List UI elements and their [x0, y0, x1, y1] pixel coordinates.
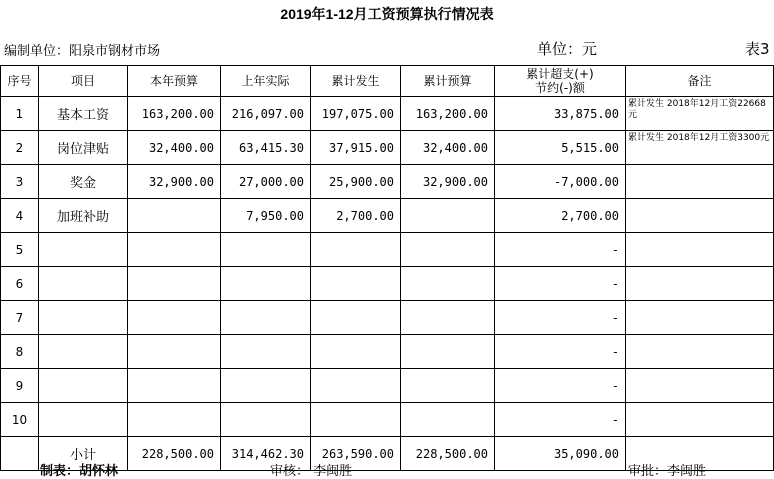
- salary-budget-table: [0, 65, 774, 471]
- cell-item: 基本工资: [39, 97, 128, 131]
- cell-last-actual: [221, 335, 311, 369]
- cell-incurred: [311, 233, 401, 267]
- header-budget-this-year: 本年预算: [128, 66, 221, 97]
- cell-item: [39, 335, 128, 369]
- cell-remarks: [626, 301, 774, 335]
- header-actual-last-year: 上年实际: [221, 66, 311, 97]
- cell-budget: [128, 369, 221, 403]
- cell-no: 2: [1, 131, 39, 165]
- cell-remarks: 累计发生 2018年12月工资3300元: [626, 131, 774, 165]
- footer-approver: 审批：李闽胜: [628, 464, 707, 479]
- compiling-unit: 编制单位：阳泉市钢材市场: [4, 44, 161, 59]
- header-over-saving: [495, 66, 626, 97]
- cell-cumulative-budget: [401, 369, 495, 403]
- header-cumulative-budget: 累计预算: [401, 66, 495, 97]
- subtotal-budget: 228,500.00: [128, 437, 221, 471]
- cell-budget: 32,900.00: [128, 165, 221, 199]
- table-row: [1, 165, 774, 199]
- cell-incurred: [311, 369, 401, 403]
- header-over-saving-line2: 节约(-)额: [535, 81, 585, 95]
- table-row: [1, 301, 774, 335]
- cell-remarks: [626, 403, 774, 437]
- cell-no: 7: [1, 301, 39, 335]
- cell-cumulative-budget: [401, 301, 495, 335]
- cell-no: 8: [1, 335, 39, 369]
- cell-no: 1: [1, 97, 39, 131]
- cell-remarks: [626, 335, 774, 369]
- cell-last-actual: [221, 369, 311, 403]
- cell-no: 4: [1, 199, 39, 233]
- table-row: [1, 97, 774, 131]
- subtotal-cumulative-budget: 228,500.00: [401, 437, 495, 471]
- cell-over-saving: -: [495, 267, 626, 301]
- cell-last-actual: 216,097.00: [221, 97, 311, 131]
- cell-last-actual: 63,415.30: [221, 131, 311, 165]
- cell-last-actual: 7,950.00: [221, 199, 311, 233]
- cell-remarks: [626, 233, 774, 267]
- cell-no: 10: [1, 403, 39, 437]
- currency-unit: 单位：元: [537, 40, 598, 58]
- cell-item: [39, 233, 128, 267]
- cell-over-saving: 5,515.00: [495, 131, 626, 165]
- cell-over-saving: -: [495, 403, 626, 437]
- cell-no: 3: [1, 165, 39, 199]
- table-row: [1, 403, 774, 437]
- cell-over-saving: -: [495, 301, 626, 335]
- header-remarks: 备注: [626, 66, 774, 97]
- subtotal-label: 小计: [39, 437, 128, 471]
- cell-budget: [128, 335, 221, 369]
- cell-incurred: 25,900.00: [311, 165, 401, 199]
- cell-last-actual: [221, 267, 311, 301]
- cell-over-saving: 33,875.00: [495, 97, 626, 131]
- subtotal-last-actual: 314,462.30: [221, 437, 311, 471]
- table-row: [1, 131, 774, 165]
- cell-no: [1, 437, 39, 471]
- cell-budget: [128, 199, 221, 233]
- cell-cumulative-budget: 32,400.00: [401, 131, 495, 165]
- cell-cumulative-budget: [401, 335, 495, 369]
- cell-last-actual: [221, 403, 311, 437]
- table-row: [1, 199, 774, 233]
- header-cumulative-incurred: 累计发生: [311, 66, 401, 97]
- cell-over-saving: -: [495, 233, 626, 267]
- table-row: [1, 335, 774, 369]
- cell-incurred: [311, 335, 401, 369]
- cell-over-saving: -: [495, 335, 626, 369]
- cell-no: 5: [1, 233, 39, 267]
- report-title: 2019年1-12月工资预算执行情况表: [280, 6, 494, 22]
- cell-last-actual: [221, 233, 311, 267]
- table-row: [1, 233, 774, 267]
- cell-budget: [128, 233, 221, 267]
- cell-item: [39, 369, 128, 403]
- cell-over-saving: 2,700.00: [495, 199, 626, 233]
- cell-remarks: [626, 267, 774, 301]
- cell-budget: 163,200.00: [128, 97, 221, 131]
- header-over-saving-line1: 累计超支(+): [526, 67, 594, 81]
- cell-incurred: 37,915.00: [311, 131, 401, 165]
- cell-remarks: [626, 165, 774, 199]
- cell-cumulative-budget: [401, 199, 495, 233]
- cell-incurred: 197,075.00: [311, 97, 401, 131]
- cell-incurred: [311, 267, 401, 301]
- cell-cumulative-budget: 163,200.00: [401, 97, 495, 131]
- cell-budget: [128, 267, 221, 301]
- cell-item: [39, 403, 128, 437]
- cell-over-saving: -: [495, 369, 626, 403]
- cell-incurred: 2,700.00: [311, 199, 401, 233]
- cell-item: 加班补助: [39, 199, 128, 233]
- cell-budget: 32,400.00: [128, 131, 221, 165]
- cell-last-actual: [221, 301, 311, 335]
- subtotal-incurred: 263,590.00: [311, 437, 401, 471]
- cell-cumulative-budget: 32,900.00: [401, 165, 495, 199]
- cell-remarks: [626, 199, 774, 233]
- cell-item: [39, 301, 128, 335]
- cell-cumulative-budget: [401, 233, 495, 267]
- header-item: 项目: [39, 66, 128, 97]
- footer-maker: 制表：胡怀林: [40, 464, 119, 479]
- cell-no: 6: [1, 267, 39, 301]
- cell-cumulative-budget: [401, 267, 495, 301]
- cell-cumulative-budget: [401, 403, 495, 437]
- cell-item: 岗位津贴: [39, 131, 128, 165]
- cell-last-actual: 27,000.00: [221, 165, 311, 199]
- table-header-row: [1, 66, 774, 97]
- cell-no: 9: [1, 369, 39, 403]
- table-number: 表3: [745, 40, 770, 58]
- cell-item: 奖金: [39, 165, 128, 199]
- cell-item: [39, 267, 128, 301]
- cell-incurred: [311, 403, 401, 437]
- subtotal-over-saving: 35,090.00: [495, 437, 626, 471]
- cell-budget: [128, 301, 221, 335]
- table-row: [1, 369, 774, 403]
- cell-remarks: [626, 369, 774, 403]
- cell-incurred: [311, 301, 401, 335]
- footer-reviewer: 审核： 李闽胜: [270, 464, 353, 479]
- cell-remarks: 累计发生 2018年12月工资22668元: [626, 97, 774, 131]
- cell-budget: [128, 403, 221, 437]
- table-row: [1, 267, 774, 301]
- header-no: 序号: [1, 66, 39, 97]
- cell-over-saving: -7,000.00: [495, 165, 626, 199]
